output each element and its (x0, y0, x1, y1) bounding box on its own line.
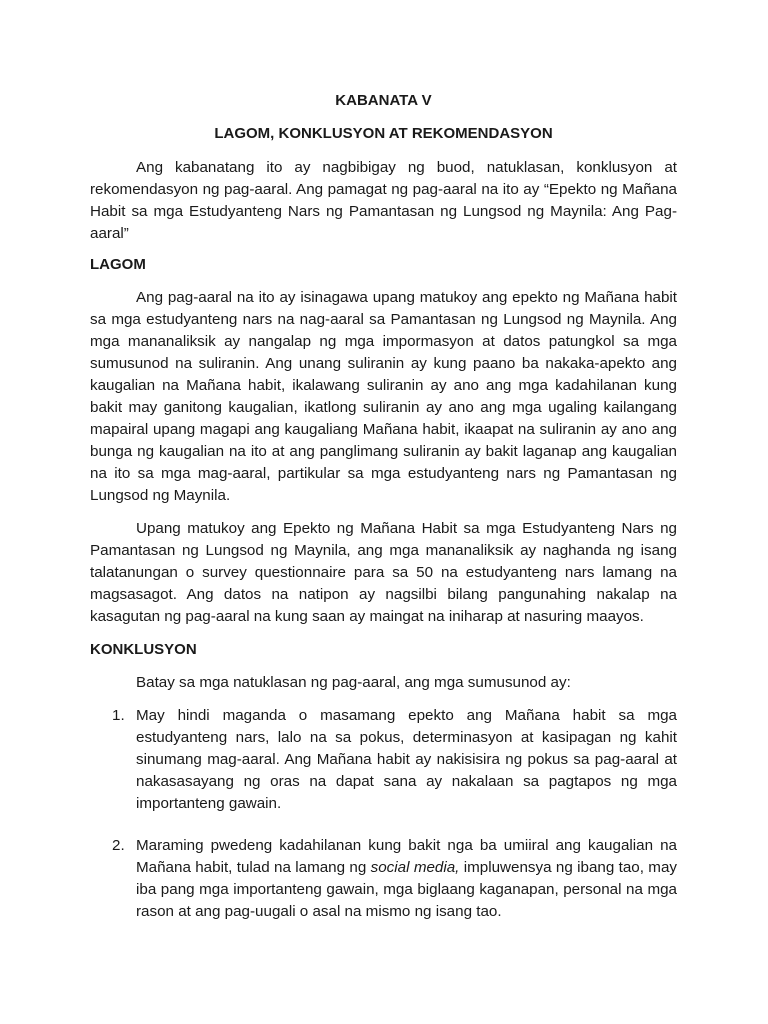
intro-paragraph: Ang kabanatang ito ay nagbibigay ng buod, natuklasan, konklusyon at rekomendasyon ng pag-aaral. Ang pamagat ng pag-aaral na ito ay “Epekto ng Mañana Habit sa mga Estudyanteng Nars ng Pamantasan ng Lungsod ng Maynila: Ang Pag-aaral” (90, 159, 677, 242)
konklusyon-intro: Batay sa mga natuklasan ng pag-aaral, ang mga sumusunod ay: (136, 674, 571, 691)
list-text-before: Maraming pwedeng kadahilanan kung bakit nga ba umiiral ang kaugalian na Mañana habit, tulad na lamang ng (136, 837, 677, 876)
list-text-after: impluwensya ng ibang tao, may iba pang mga importanteng gawain, mga biglaang kaganapan, personal na mga rason at ang pag-uugali o asal na mismo ng isang tao. (136, 859, 677, 920)
lagom-paragraph-2: Upang matukoy ang Epekto ng Mañana Habit sa mga Estudyanteng Nars ng Pamantasan ng Lungsod ng Maynila, ang mga mananaliksik ay naghanda ng isang talatanungan o survey questionnaire para sa 50 na estudyanteng nars lamang na magsasagot. Ang datos na natipon ay nagsilbi bilang pangunahing nakalap na kasagutan ng pag-aaral na kung saan ay maingat na iniharap at nasuring maayos. (90, 520, 677, 625)
list-item-text: May hindi maganda o masamang epekto ang Mañana habit sa mga estudyanteng nars, lalo na sa pokus, determinasyon at kasipagan ng kahit sinumang mag-aaral. Ang Mañana habit ay nakisisira ng pokus sa pag-aaral at nakasasayang ng oras na dapat sana ay nakalaan sa pagtapos ng mga importanteng gawain. (136, 707, 677, 812)
list-item (90, 835, 677, 923)
section-heading-konklusyon: KONKLUSYON (90, 641, 197, 658)
section-heading-lagom: LAGOM (90, 256, 146, 273)
lagom-paragraph-1: Ang pag-aaral na ito ay isinagawa upang matukoy ang epekto ng Mañana habit sa mga estudyanteng nars na nag-aaral sa Pamantasan ng Lungsod ng Maynila. Ang mga mananaliksik ay nangalap ng mga impormasyon at datos patungkol sa mga sumusunod na suliranin. Ang unang suliranin ay kung paano ba nakaka-apekto ang kaugalian na Mañana habit, ikalawang suliranin ay ano ang mga kadahilanan kung bakit may ganitong kaugalian, ikatlong suliranin ay ano ang mga ugaling kailangang mapairal upang magapi ang kaugaliang Mañana habit, ikaapat na suliranin ay ano ang bunga ng kaugalian na ito at ang panglimang suliranin ay bakit laganap ang kaugalian na ito sa mga mag-aaral, partikular sa mga estudyanteng nars ng Pamantasan ng Lungsod ng Maynila. (90, 289, 677, 504)
document-page (90, 92, 677, 923)
chapter-title: LAGOM, KONKLUSYON AT REKOMENDASYON (214, 125, 553, 142)
list-item-text (136, 835, 677, 923)
list-text-italic: social media, (370, 859, 460, 876)
conclusion-list (90, 705, 677, 923)
chapter-heading: KABANATA V (335, 92, 432, 109)
list-number: 2. (112, 837, 125, 854)
list-number: 1. (112, 707, 125, 724)
list-item (90, 705, 677, 815)
